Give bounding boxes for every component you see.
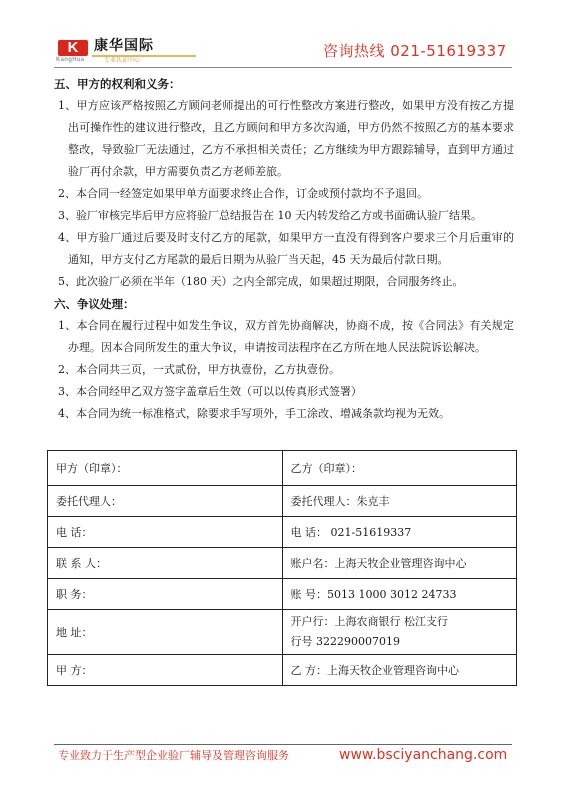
clause-6-2: 2、本合同共三页，一式贰份，甲方执壹份，乙方执壹份。 [58,363,340,376]
clause-5-1: 1、甲方应该严格按照乙方顾问老师提出的可行性整改方案进行整改，如果甲方没有按乙方提出可操作性的建议进行整改，且乙方顾问和甲方多次沟通，甲方仍然不按照乙方的基本要求整改，导致验厂无法通过，乙方不承担相关责任；乙方继续为甲方跟踪辅导，直到甲方通过验厂再付余款，甲方需要负责乙方老师差旅。 [58,99,514,178]
footer-website-link[interactable]: www.bsciyanchang.com [339,747,508,763]
header-divider [54,67,512,68]
clause-6-3: 3、本合同经甲乙双方签字盖章后生效（可以以传真形式签署） [58,385,362,398]
party-a-contact-cell: 联 系 人： [48,548,283,579]
section-title-disputes: 六、争议处理： [54,297,135,311]
party-b-account-number-cell: 账 号：5013 1000 3012 24733 [282,579,517,610]
party-a-name-cell: 甲 方： [48,655,283,686]
table-row [48,486,517,517]
party-a-position-cell: 职 务： [48,579,283,610]
party-b-bank-cell [282,610,517,655]
table-row [48,451,517,486]
table-row [48,610,517,655]
signature-table [47,450,517,686]
party-b-seal-cell: 乙方（印章）： [282,451,517,486]
bank-code-line: 行号 322290007019 [290,635,400,648]
footer-divider [54,744,512,745]
logo-slogan: 专业认证中心 [104,57,141,64]
table-row [48,579,517,610]
table-row [48,548,517,579]
section-title-rights: 五、甲方的权利和义务： [54,77,181,91]
kanghua-logo-icon: K [58,40,88,56]
contract-body [54,73,514,425]
hotline-text: 咨询热线 021-51619337 [323,42,507,60]
party-a-phone-cell: 电 话： [48,517,283,548]
table-row [48,517,517,548]
footer-slogan: 专业致力于生产型企业验厂辅导及管理咨询服务 [58,749,289,762]
clause-5-4: 4、甲方验厂通过后要及时支付乙方的尾款，如果甲方一直没有得到客户要求三个月后重审的通知，甲方支付乙方尾款的最后日期为从验厂当天起，45 天为最后付款日期。 [58,231,514,266]
party-b-account-name-cell: 账户名：上海天牧企业管理咨询中心 [282,548,517,579]
clause-5-5: 5、此次验厂必须在半年（180 天）之内全部完成，如果超过期限，合同服务终止。 [58,275,464,288]
party-a-address-cell: 地 址： [48,610,283,655]
logo-brand-text: KangHua [56,57,85,63]
page-header [0,0,565,70]
table-row [48,655,517,686]
party-a-seal-cell: 甲方（印章）： [48,451,283,486]
clause-6-4: 4、本合同为统一标准格式，除要求手写项外，手工涂改、增减条款均视为无效。 [58,407,450,420]
bank-name-line: 开户行：上海农商银行 松江支行 [290,615,448,628]
party-a-agent-cell: 委托代理人： [48,486,283,517]
clause-6-1: 1、本合同在履行过程中如发生争议，双方首先协商解决，协商不成，按《合同法》有关规定办理。因本合同所发生的重大争议，申请按司法程序在乙方所在地人民法院诉讼解决。 [58,319,514,354]
party-b-name-cell: 乙 方：上海天牧企业管理咨询中心 [282,655,517,686]
party-b-phone-cell: 电 话： 021-51619337 [282,517,517,548]
logo-company-name: 康华国际 [94,38,154,54]
clause-5-3: 3、验厂审核完毕后甲方应将验厂总结报告在 10 天内转发给乙方或书面确认验厂结果。 [58,209,482,222]
party-b-agent-cell: 委托代理人：朱克丰 [282,486,517,517]
clause-5-2: 2、本合同一经签定如果甲单方面要求终止合作，订金或预付款均不予退回。 [58,187,428,200]
